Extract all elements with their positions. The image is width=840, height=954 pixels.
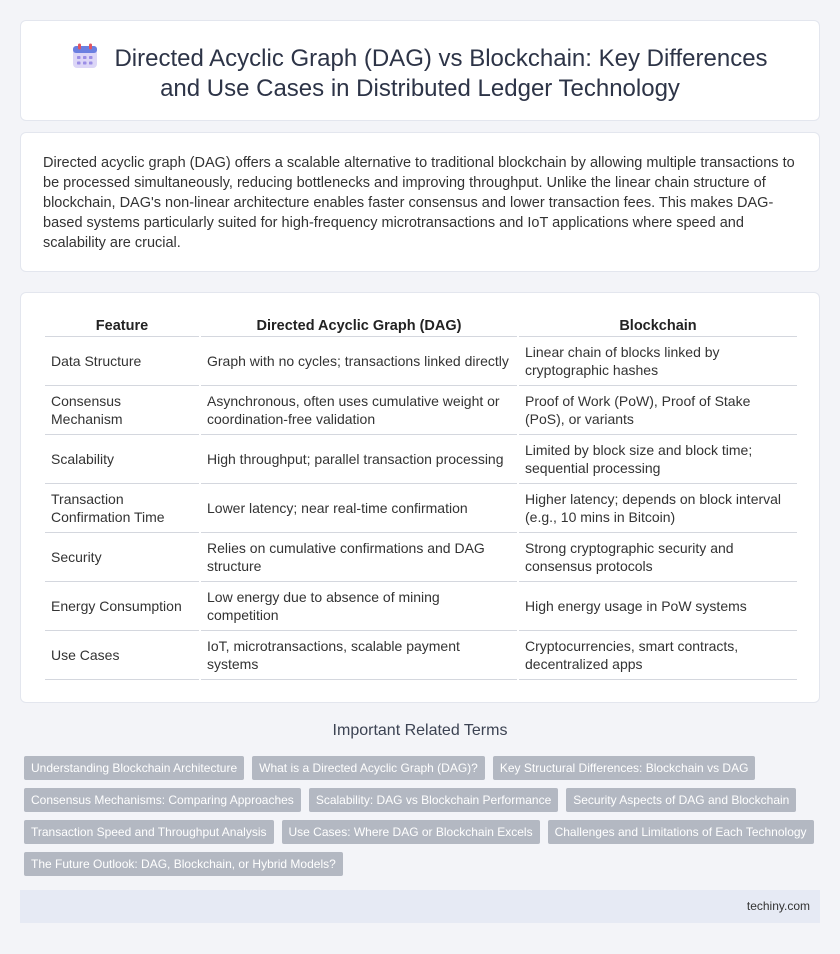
table-cell-dag: Low energy due to absence of mining competition [201, 582, 517, 631]
table-cell-feature: Transaction Confirmation Time [45, 484, 199, 533]
column-header-feature: Feature [45, 315, 199, 337]
table-cell-dag: High throughput; parallel transaction processing [201, 435, 517, 484]
table-cell-blockchain: Linear chain of blocks linked by cryptographic hashes [519, 337, 797, 386]
table-row [45, 484, 797, 533]
table-row [45, 386, 797, 435]
table-header-row [45, 315, 797, 337]
column-header-dag: Directed Acyclic Graph (DAG) [201, 315, 517, 337]
table-row [45, 582, 797, 631]
calendar-icon [72, 43, 98, 69]
table-cell-dag: Lower latency; near real-time confirmation [201, 484, 517, 533]
table-cell-blockchain: Proof of Work (PoW), Proof of Stake (PoS), or variants [519, 386, 797, 435]
table-cell-dag: IoT, microtransactions, scalable payment systems [201, 631, 517, 680]
related-term-tag[interactable]: Understanding Blockchain Architecture [24, 756, 244, 780]
related-term-tag[interactable]: Security Aspects of DAG and Blockchain [566, 788, 796, 812]
table-cell-dag: Asynchronous, often uses cumulative weight or coordination-free validation [201, 386, 517, 435]
table-cell-dag: Graph with no cycles; transactions linked directly [201, 337, 517, 386]
table-cell-blockchain: Cryptocurrencies, smart contracts, decentralized apps [519, 631, 797, 680]
related-term-tag[interactable]: Consensus Mechanisms: Comparing Approaches [24, 788, 301, 812]
intro-card [20, 132, 820, 272]
related-term-tag[interactable]: What is a Directed Acyclic Graph (DAG)? [252, 756, 485, 780]
related-term-tag[interactable]: The Future Outlook: DAG, Blockchain, or Hybrid Models? [24, 852, 343, 876]
comparison-table [43, 315, 799, 680]
footer [20, 890, 820, 923]
table-cell-feature: Use Cases [45, 631, 199, 680]
related-term-tag[interactable]: Use Cases: Where DAG or Blockchain Excels [282, 820, 540, 844]
related-terms-list [24, 756, 824, 876]
table-row [45, 631, 797, 680]
page-title-wrap [51, 43, 789, 104]
table-cell-dag: Relies on cumulative confirmations and DAG structure [201, 533, 517, 582]
table-cell-feature: Energy Consumption [45, 582, 199, 631]
table-cell-blockchain: Strong cryptographic security and consensus protocols [519, 533, 797, 582]
related-terms-title: Important Related Terms [332, 722, 508, 739]
table-row [45, 337, 797, 386]
column-header-blockchain: Blockchain [519, 315, 797, 337]
related-term-tag[interactable]: Scalability: DAG vs Blockchain Performance [309, 788, 558, 812]
table-cell-feature: Scalability [45, 435, 199, 484]
comparison-table-card [20, 292, 820, 703]
intro-paragraph: Directed acyclic graph (DAG) offers a scalable alternative to traditional blockchain by allowing multiple transactions to be processed simultaneously, reducing bottlenecks and improving throughput. Unlike the linear chain structure of blockchain, DAG's non-linear architecture enables faster consensus and lower transaction fees. This makes DAG-based systems particularly suited for high-frequency microtransactions and IoT applications where speed and scalability are crucial. [43, 155, 795, 251]
table-row [45, 533, 797, 582]
table-cell-feature: Data Structure [45, 337, 199, 386]
table-cell-feature: Security [45, 533, 199, 582]
table-row [45, 435, 797, 484]
related-term-tag[interactable]: Key Structural Differences: Blockchain vs DAG [493, 756, 756, 780]
related-term-tag[interactable]: Transaction Speed and Throughput Analysis [24, 820, 274, 844]
related-term-tag[interactable]: Challenges and Limitations of Each Technology [548, 820, 814, 844]
table-cell-feature: Consensus Mechanism [45, 386, 199, 435]
table-cell-blockchain: Limited by block size and block time; sequential processing [519, 435, 797, 484]
table-cell-blockchain: Higher latency; depends on block interval (e.g., 10 mins in Bitcoin) [519, 484, 797, 533]
table-cell-blockchain: High energy usage in PoW systems [519, 582, 797, 631]
footer-site-name[interactable]: techiny.com [746, 899, 810, 913]
header-card [20, 20, 820, 121]
page-title: Directed Acyclic Graph (DAG) vs Blockchain: Key Differences and Use Cases in Distributed Ledger Technology [114, 45, 768, 102]
